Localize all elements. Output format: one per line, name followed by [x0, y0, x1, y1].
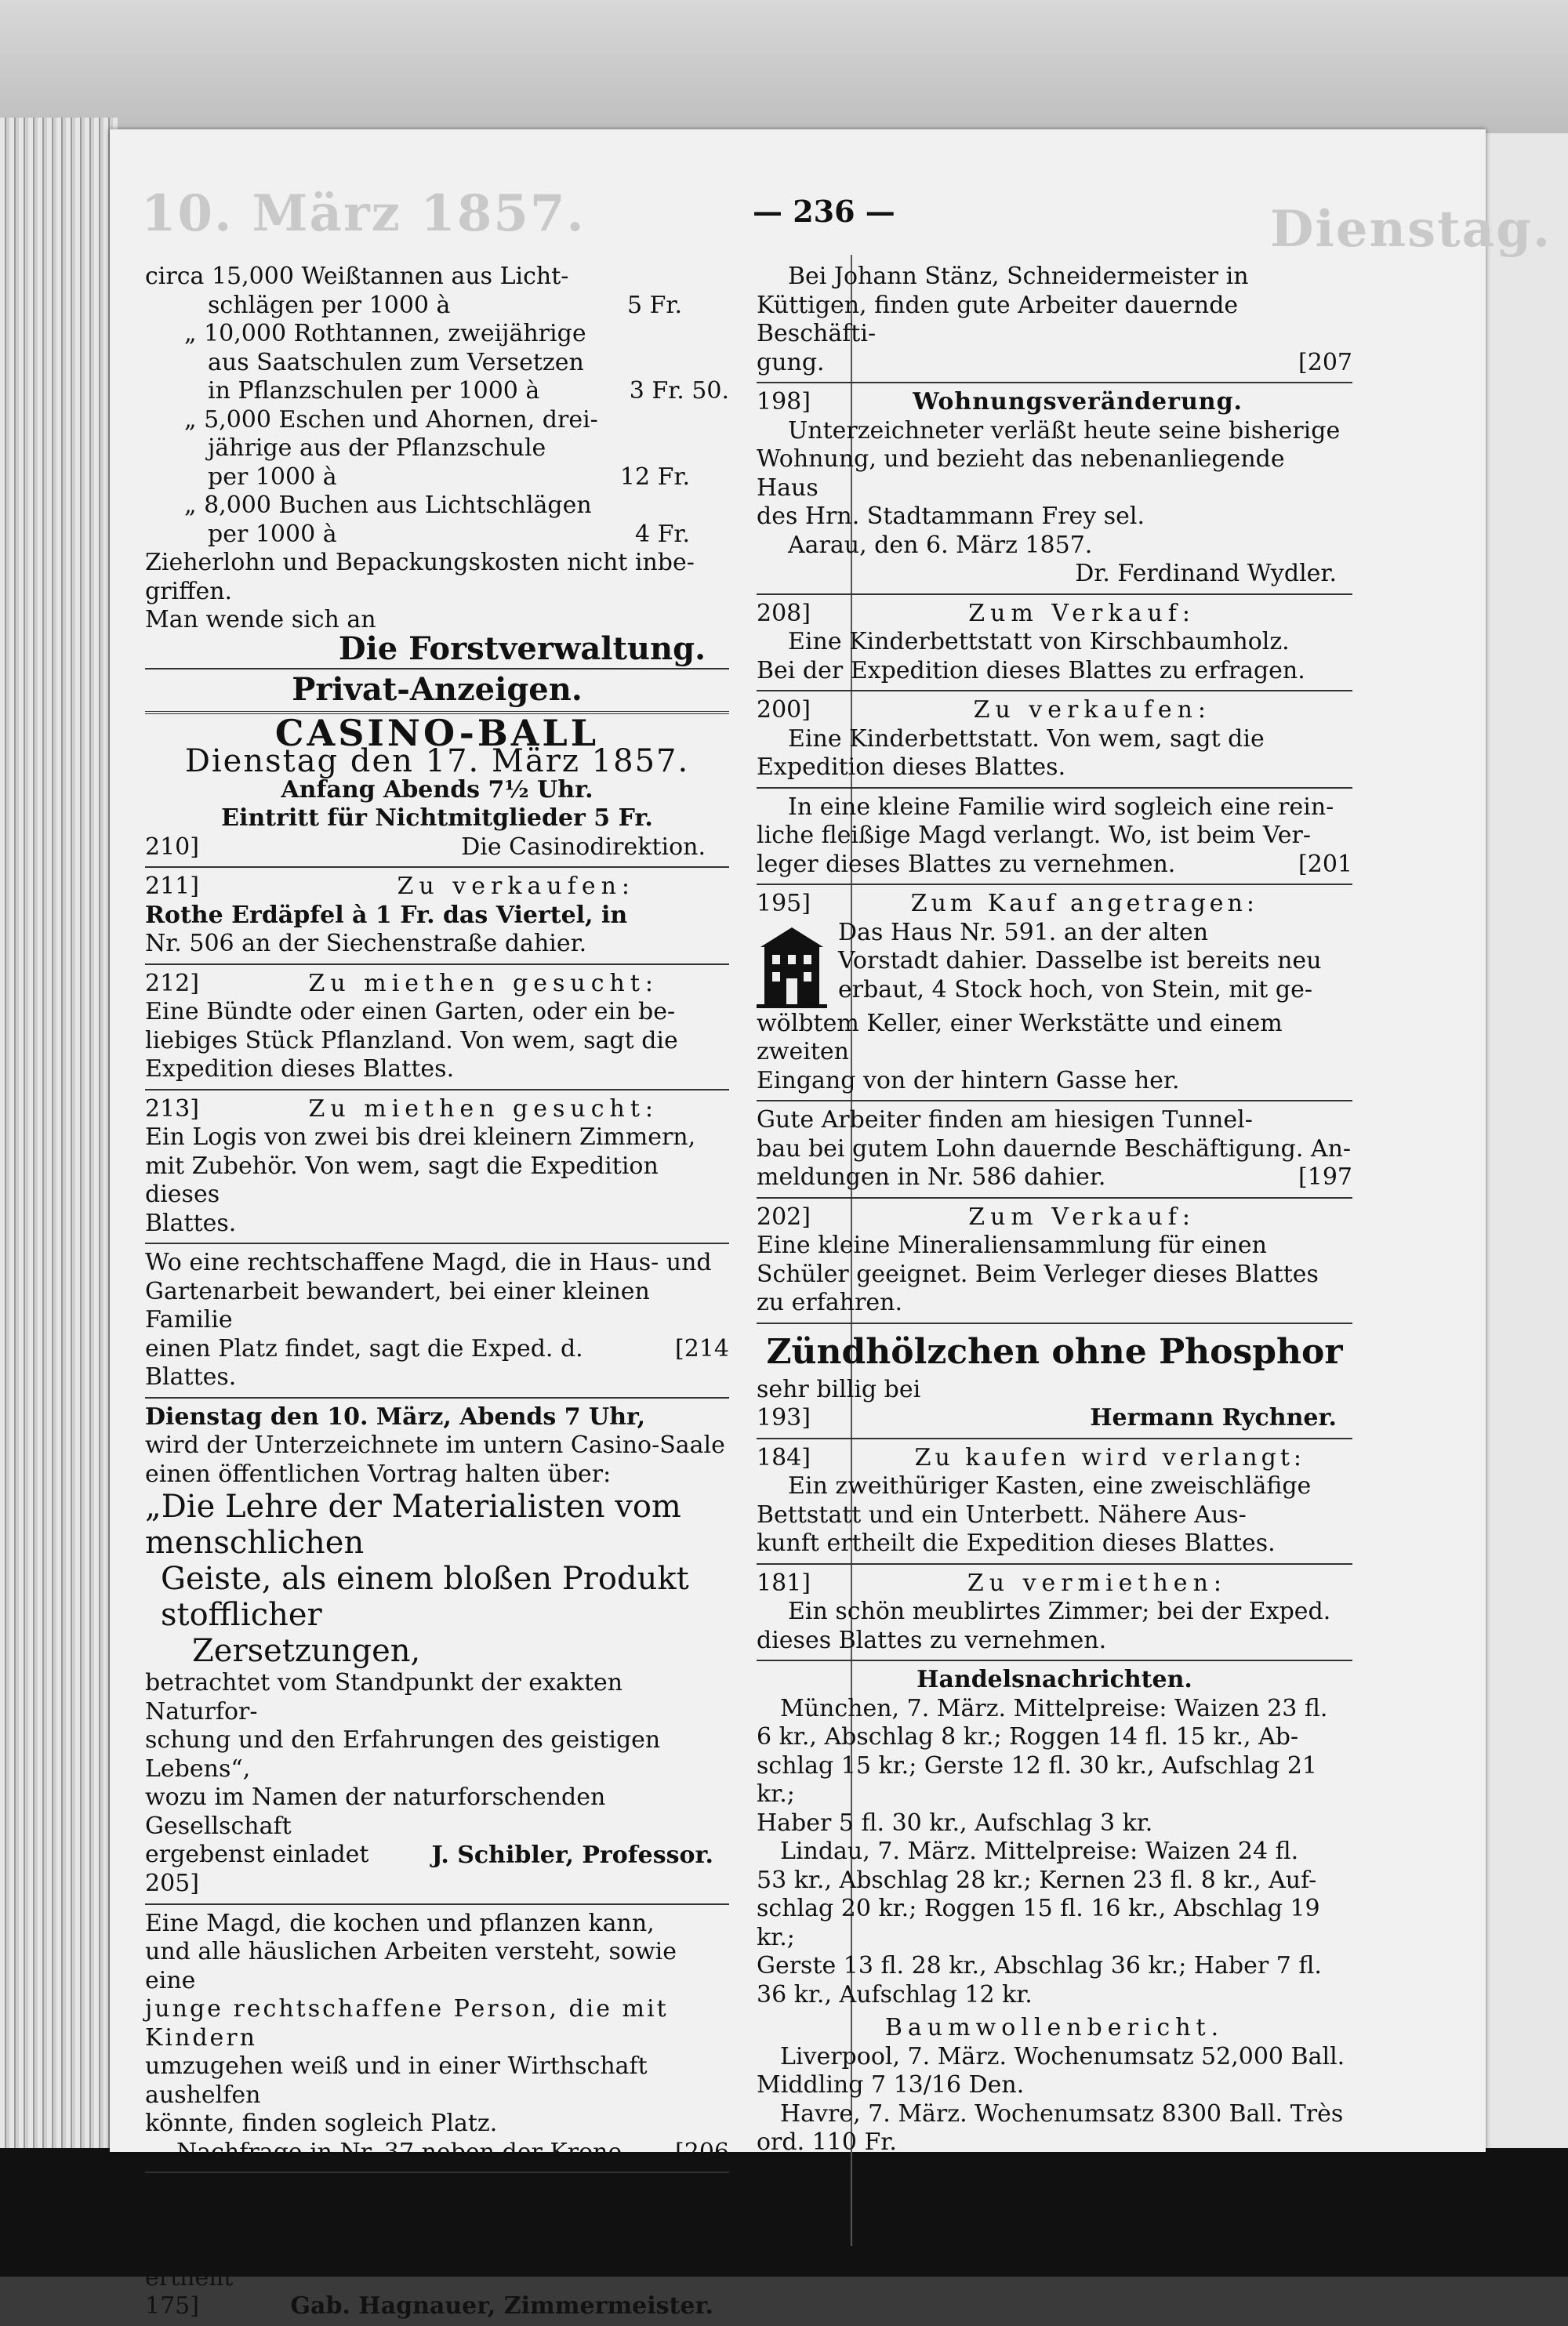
ad-text: des Hrn. Stadtammann Frey sel. — [757, 503, 1145, 530]
market-line: Lindau, 7. März. Mittelpreise: Waizen 24 fl. — [780, 1838, 1299, 1865]
ad-text: gung. — [757, 348, 825, 376]
matches-title: Zündhölzchen ohne Phosphor — [766, 1331, 1343, 1372]
lecture-title: „Die Lehre der Materialisten vom menschlichen — [145, 1489, 681, 1561]
market-line: Gerste 13 fl. 28 kr., Abschlag 36 kr.; Haber 7 fl. — [757, 1952, 1322, 1979]
ad-heading: Zu vermiethen: — [967, 1569, 1227, 1597]
market-line: München, 7. März. Mittelpreise: Waizen 23 fl. — [780, 1694, 1328, 1722]
ad-text: Rothe Erdäpfel à 1 Fr. das Viertel, in — [145, 901, 628, 929]
ad-text: liche fleißige Magd verlangt. Wo, ist beim Ver- — [757, 822, 1312, 849]
ad-text: Eingang von der hintern Gasse her. — [757, 1066, 1180, 1094]
ad-text: Blattes. — [145, 1209, 237, 1237]
forst-line: in Pflanzschulen per 1000 à — [208, 377, 540, 405]
lecture-title: Zersetzungen, — [192, 1633, 421, 1669]
ad-heading: Zum Kauf angetragen: — [910, 890, 1258, 917]
ad-ref: 181] — [757, 1569, 811, 1597]
ad-text: bau bei gutem Lohn dauernde Beschäftigung. An- — [757, 1134, 1352, 1163]
ad-text: Gartenarbeit bewandert, bei einer kleinen Familie — [145, 1277, 650, 1334]
forst-line: griffen. — [145, 577, 233, 605]
lecture-line: Dienstag den 10. März, Abends 7 Uhr, — [145, 1402, 646, 1431]
ad-ref: 212] — [145, 969, 199, 997]
ad-193 — [757, 1323, 1352, 1438]
ad-text: wölbtem Keller, einer Werkstätte und einem zweiten — [757, 1009, 1283, 1065]
ad-ref: 193] — [757, 1404, 811, 1432]
ad-text: Aarau, den 6. März 1857. — [788, 531, 1093, 559]
ad-heading: Zu verkaufen: — [397, 873, 635, 900]
forst-price: 5 Fr. — [626, 291, 682, 319]
ad-heading: Zum Verkauf: — [968, 1203, 1196, 1231]
market-line: 36 kr., Aufschlag 12 kr. — [757, 1980, 1033, 2008]
ad-ref: 195] — [757, 890, 811, 917]
casino-start: Anfang Abends 7½ Uhr. — [281, 775, 593, 804]
facing-page-fragment — [1482, 133, 1568, 2172]
ad-ref: 202] — [757, 1203, 811, 1231]
ad-213 — [145, 1089, 729, 1243]
ad-signature: Dr. Ferdinand Wydler. — [1075, 560, 1337, 587]
ad-text: erbaut, 4 Stock hoch, von Stein, mit ge- — [838, 975, 1312, 1003]
lecture-line: einen öffentlichen Vortrag halten über: — [145, 1460, 612, 1488]
ad-ref: [207 — [1298, 348, 1352, 376]
scan-top-band — [0, 0, 1568, 137]
forst-line: „ 10,000 Rothtannen, zweijährige — [184, 320, 586, 347]
forst-line: jährige aus der Pflanzschule — [208, 434, 546, 462]
forst-line: Zieherlohn und Bepackungskosten nicht inbe- — [145, 549, 695, 576]
ad-text: Badeinrichtung und Holzhaus. Nähere Auskunft — [145, 2235, 720, 2262]
market-line: Liverpool, 7. März. Wochenumsatz 52,000 Ball. — [780, 2042, 1345, 2070]
ad-197 — [757, 1100, 1352, 1197]
ad-text: liebiges Stück Pflanzland. Von wem, sagt die — [145, 1026, 678, 1054]
ad-signature: Gab. Hagnauer, Zimmermeister. — [290, 2292, 713, 2320]
ad-text: Eine Magd, die kochen und pflanzen kann, — [145, 1909, 655, 1937]
ad-casino-ball — [145, 711, 729, 867]
ad-heading: Zum Verkauf: — [968, 599, 1196, 627]
ad-text: und alle häuslichen Arbeiten versteht, sowie eine — [145, 1938, 677, 1994]
section-title: Privat-Anzeigen. — [292, 671, 583, 708]
market-line: Middling 7 13/16 Den. — [757, 2071, 1025, 2099]
book-page-edges — [0, 118, 118, 2156]
forst-price: 4 Fr. — [634, 520, 690, 548]
ad-text: umzugehen weiß und in einer Wirthschaft aushelfen — [145, 2052, 648, 2109]
ad-heading: Zu kaufen wird verlangt: — [914, 1443, 1305, 1471]
ad-heading: Zu miethen gesucht: — [308, 1094, 659, 1123]
bleed-through-date: 10. März 1857. — [141, 184, 586, 243]
ad-ref: 210] — [145, 833, 199, 861]
ad-text: Eine Kinderbettstatt. Von wem, sagt die — [788, 724, 1265, 753]
ad-heading: Zu miethen gesucht: — [308, 969, 659, 997]
ad-text: kunft ertheilt die Expedition dieses Blattes. — [757, 1529, 1276, 1557]
ad-text: leger dieses Blattes zu vernehmen. — [757, 850, 1176, 878]
ad-195 — [757, 884, 1352, 1100]
ad-212 — [145, 963, 729, 1089]
ad-text: Die sogenannte Badstube mit Wirthschaft, — [176, 2206, 684, 2234]
ad-text: mit Zubehör. Von wem, sagt die Expedition dieses — [145, 1152, 659, 1208]
ad-ref: [206 — [675, 2138, 729, 2166]
lecture-line: wozu im Namen der naturforschenden Gesellschaft — [145, 1784, 606, 1840]
ad-heading: Wohnungsveränderung. — [913, 388, 1243, 415]
ad-208 — [757, 593, 1352, 691]
ad-ref: 175] — [145, 2292, 199, 2320]
section-title: Handelsnachrichten. — [916, 1666, 1192, 1693]
ad-text: Ein zweithüriger Kasten, eine zweischläfige — [788, 1472, 1312, 1500]
ad-ref: 198] — [757, 388, 811, 415]
forst-line: per 1000 à — [208, 520, 337, 548]
ad-ref: [214 — [675, 1334, 729, 1363]
forst-price: 3 Fr. 50. — [629, 377, 729, 405]
ad-ref: 184] — [757, 1443, 811, 1471]
forst-price: 12 Fr. — [619, 463, 690, 491]
ad-heading: Zu verkaufen: — [973, 696, 1211, 724]
ad-ref: 205] — [145, 1870, 199, 1897]
ad-text: dieses Blattes zu vernehmen. — [757, 1626, 1107, 1654]
forst-line: „ 8,000 Buchen aus Lichtschlägen — [184, 492, 592, 519]
ad-207 — [757, 263, 1352, 382]
ad-text: Gute Arbeiter finden am hiesigen Tunnel- — [757, 1106, 1253, 1134]
ad-text: Expedition dieses Blattes. — [757, 753, 1066, 781]
casino-title: CASINO-BALL — [274, 711, 600, 754]
ad-text: könnte, finden sogleich Platz. — [145, 2110, 498, 2137]
lecture-line: ergebenst einladet — [145, 1841, 369, 1868]
ad-text: Ein schön meublirtes Zimmer; bei der Exped. — [788, 1598, 1331, 1625]
ad-text: Nachfrage in Nr. 37 neben der Krone. — [176, 2138, 630, 2166]
market-line: schlag 20 kr.; Roggen 15 fl. 16 kr., Abschlag 19 kr.; — [757, 1895, 1320, 1951]
ad-text: meldungen in Nr. 586 dahier. — [757, 1163, 1106, 1191]
forst-line: Man wende sich an — [145, 606, 376, 633]
forst-line: circa 15,000 Weißtannen aus Licht- — [145, 263, 569, 290]
right-column — [757, 263, 1352, 2162]
casino-signature: Die Casinodirektion. — [461, 833, 706, 861]
ad-text: Ein Logis von zwei bis drei kleinern Zimmern, — [145, 1123, 696, 1151]
market-line: ord. 110 Fr. — [757, 2128, 897, 2156]
ad-text: Expedition dieses Blattes. — [145, 1055, 455, 1083]
casino-date: Dienstag den 17. März 1857. — [184, 743, 690, 779]
ad-205 — [145, 1397, 729, 1903]
ad-201 — [757, 787, 1352, 884]
section-privat — [145, 668, 729, 711]
lecture-signature: J. Schibler, Professor. — [431, 1841, 713, 1869]
ad-ref: 208] — [757, 599, 811, 627]
ad-text: Bei Johann Stänz, Schneidermeister in — [788, 263, 1249, 290]
ad-text: Schüler geeignet. Beim Verleger dieses Blattes — [757, 1260, 1319, 1288]
ad-text: zu erfahren. — [757, 1289, 903, 1316]
forst-line: schlägen per 1000 à — [208, 291, 451, 319]
market-line: Havre, 7. März. Wochenumsatz 8300 Ball. Très — [780, 2099, 1344, 2128]
ad-181 — [757, 1563, 1352, 1660]
ad-text: Eine Kinderbettstatt von Kirschbaumholz. — [788, 628, 1290, 655]
ad-200 — [757, 690, 1352, 787]
market-line: Haber 5 fl. 30 kr., Aufschlag 3 kr. — [757, 1809, 1153, 1837]
ad-text: Unterzeichneter verläßt heute seine bisherige — [788, 416, 1341, 445]
ad-text: Eine Bündte oder einen Garten, oder ein be- — [145, 998, 676, 1025]
ad-214 — [145, 1243, 729, 1397]
forst-line: aus Saatschulen zum Versetzen — [208, 348, 584, 376]
ad-text: Eine kleine Mineraliensammlung für einen — [757, 1232, 1267, 1259]
section-handel — [757, 1660, 1352, 2162]
market-line: 53 kr., Abschlag 28 kr.; Kernen 23 fl. 8 kr., Auf- — [757, 1866, 1317, 1894]
ad-text: In eine kleine Familie wird sogleich eine rein- — [788, 793, 1334, 821]
ad-text: Das Haus Nr. 591. an der alten — [838, 918, 1209, 946]
ad-211 — [145, 866, 729, 963]
ad-ref: 213] — [145, 1094, 199, 1123]
ad-ref: [197 — [1298, 1163, 1352, 1191]
ad-202 — [757, 1197, 1352, 1323]
forst-signature: Die Forstverwaltung. — [338, 630, 706, 667]
page-number: — 236 — — [753, 194, 895, 229]
ad-heading: Zu verkaufen oder zu vermiethen: — [196, 2178, 678, 2205]
ad-text: ertheilt — [145, 2263, 234, 2292]
casino-entry: Eintritt für Nichtmitglieder 5 Fr. — [221, 804, 653, 832]
ad-text: Wohnung, und bezieht das nebenanliegende Haus — [757, 445, 1285, 502]
ad-text: Nr. 506 an der Siechenstraße dahier. — [145, 930, 587, 957]
lecture-title: Geiste, als einem bloßen Produkt stofflicher — [161, 1561, 689, 1633]
ad-184 — [757, 1438, 1352, 1563]
ad-signature: Hermann Rychner. — [1090, 1404, 1337, 1432]
lecture-line: betrachtet vom Standpunkt der exakten Naturfor- — [145, 1669, 623, 1725]
forst-line: „ 5,000 Eschen und Ahornen, drei- — [184, 405, 598, 434]
section-subtitle: Baumwollenbericht. — [884, 2014, 1225, 2041]
left-column — [145, 263, 729, 2326]
ad-text: Wo eine rechtschaffene Magd, die in Haus- und — [145, 1249, 712, 1276]
bleed-through-day: Dienstag. — [1270, 200, 1552, 259]
market-line: schlag 15 kr.; Gerste 12 fl. 30 kr., Aufschlag 21 kr.; — [757, 1751, 1317, 1808]
newspaper-page — [110, 129, 1552, 2320]
ad-text: Vorstadt dahier. Dasselbe ist bereits neu — [838, 947, 1322, 974]
ad-198 — [757, 382, 1352, 593]
forst-line: per 1000 à — [208, 463, 337, 491]
ad-text: einen Platz findet, sagt die Exped. d. Blattes. — [145, 1334, 583, 1391]
ad-ref: 200] — [757, 696, 811, 724]
ad-175 — [145, 2172, 729, 2326]
market-line: 6 kr., Abschlag 8 kr.; Roggen 14 fl. 15 kr., Ab- — [757, 1723, 1299, 1751]
lecture-line: schung und den Erfahrungen des geistigen Lebens“, — [145, 1726, 661, 1783]
ad-text: sehr billig bei — [757, 1375, 921, 1403]
ad-text: Bettstatt und ein Unterbett. Nähere Aus- — [757, 1500, 1247, 1529]
ad-forst — [145, 263, 729, 668]
ad-text: Bei der Expedition dieses Blattes zu erfragen. — [757, 656, 1305, 684]
ad-ref: [201 — [1298, 850, 1352, 878]
ad-206 — [145, 1903, 729, 2172]
ad-text: junge rechtschaffene Person, die mit Kindern — [145, 1995, 669, 2052]
house-icon — [757, 924, 827, 1010]
lecture-line: wird der Unterzeichnete im untern Casino-Saale — [145, 1432, 725, 1459]
ad-ref: 211] — [145, 873, 199, 900]
ad-text: Küttigen, finden gute Arbeiter dauernde Beschäfti- — [757, 291, 1239, 347]
